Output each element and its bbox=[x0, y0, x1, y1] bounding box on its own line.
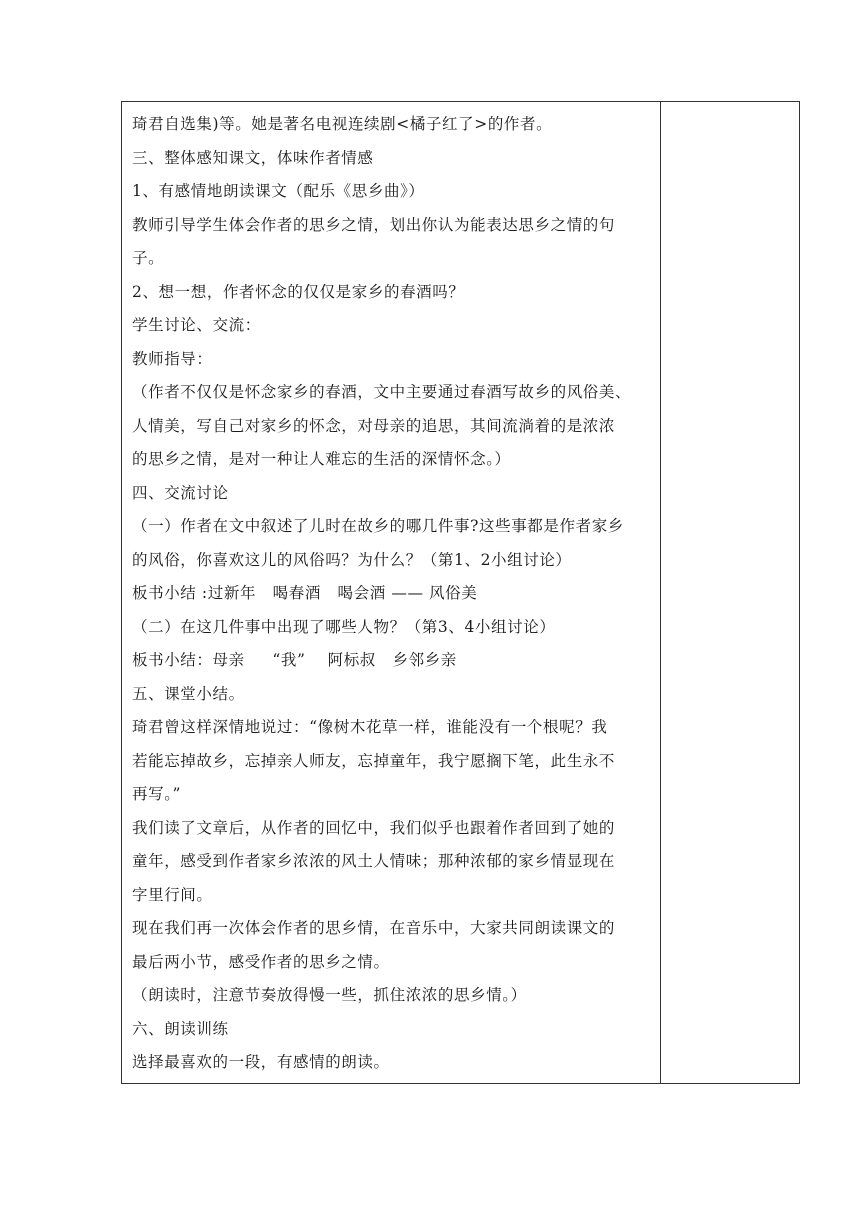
text-line: 的思乡之情，是对一种让人难忘的生活的深情怀念。） bbox=[132, 450, 511, 468]
text-line: 1、有感情地朗读课文（配乐《思乡曲》） bbox=[132, 182, 425, 200]
text-line: 教师引导学生体会作者的思乡之情，划出你认为能表达思乡之情的句 bbox=[132, 215, 616, 234]
section-heading: 四、交流讨论 bbox=[132, 483, 229, 502]
section-heading: 六、朗读训练 bbox=[132, 1019, 229, 1038]
text-line: 学生讨论、交流： bbox=[132, 316, 261, 334]
text-line: 再写。” bbox=[132, 785, 182, 803]
text-line: 的风俗，你喜欢这儿的风俗吗？为什么？（第1、2小组讨论） bbox=[132, 550, 572, 569]
text-line: 琦君自选集)等。她是著名电视连续剧<橘子红了>的作者。 bbox=[132, 115, 553, 133]
text-line: 若能忘掉故乡，忘掉亲人师友，忘掉童年，我宁愿搁下笔，此生永不 bbox=[132, 751, 616, 770]
text-line: 选择最喜欢的一段，有感情的朗读。 bbox=[132, 1053, 390, 1071]
text-line: 人情美，写自己对家乡的怀念，对母亲的追思，其间流淌着的是浓浓 bbox=[132, 416, 616, 435]
text-line: 2、想一想，作者怀念的仅仅是家乡的春酒吗？ bbox=[132, 282, 465, 301]
text-line: 子。 bbox=[132, 249, 165, 267]
lesson-content-cell bbox=[122, 102, 661, 1083]
text-line: 字里行间。 bbox=[132, 885, 213, 904]
board-summary-line: 板书小结 :过新年 喝春酒 喝会酒 —— 风俗美 bbox=[132, 584, 478, 602]
notes-cell bbox=[661, 102, 799, 1083]
text-line: 最后两小节，感受作者的思乡之情。 bbox=[132, 952, 390, 971]
text-line: （作者不仅仅是怀念家乡的春酒，文中主要通过春酒写故乡的风俗美、 bbox=[132, 383, 632, 401]
board-summary-line: 板书小结：母亲 “我” 阿标叔 乡邻乡亲 bbox=[132, 651, 457, 669]
text-line: 现在我们再一次体会作者的思乡情，在音乐中，大家共同朗读课文的 bbox=[132, 919, 616, 937]
lesson-plan-table bbox=[121, 101, 800, 1084]
text-line: （一）作者在文中叙述了儿时在故乡的哪几件事?这些事都是作者家乡 bbox=[132, 517, 624, 535]
text-line: 我们读了文章后，从作者的回忆中，我们似乎也跟着作者回到了她的 bbox=[132, 818, 616, 837]
text-line: （二）在这几件事中出现了哪些人物？（第3、4小组讨论） bbox=[132, 617, 556, 636]
section-heading: 三、整体感知课文，体味作者情感 bbox=[132, 148, 374, 167]
section-heading: 五、课堂小结。 bbox=[132, 684, 245, 703]
text-line: 琦君曾这样深情地说过：“像树木花草一样，谁能没有一个根呢？我 bbox=[132, 718, 608, 736]
text-line: 教师指导： bbox=[132, 349, 213, 368]
text-line: 童年，感受到作者家乡浓浓的风土人情味；那种浓郁的家乡情显现在 bbox=[132, 852, 616, 870]
text-line: （朗读时，注意节奏放得慢一些，抓住浓浓的思乡情。） bbox=[132, 986, 527, 1004]
